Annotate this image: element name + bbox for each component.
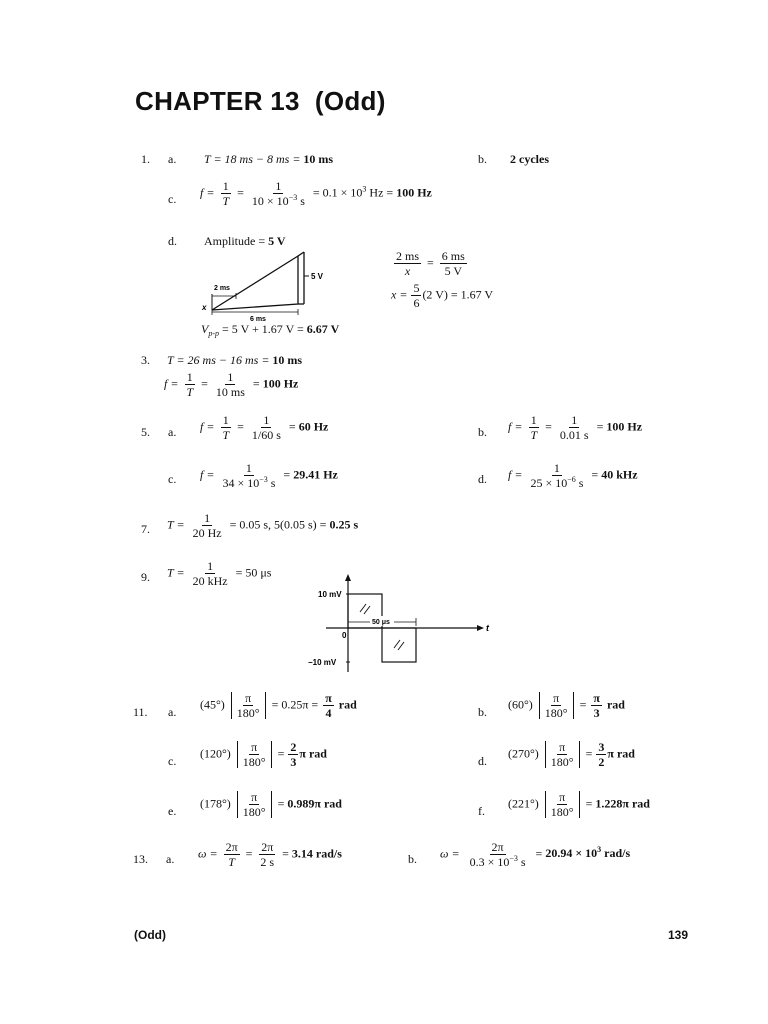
problem-11b-label: b.: [478, 705, 487, 719]
problem-13b-label: b.: [408, 852, 417, 866]
degrees: (60°): [508, 697, 533, 712]
problem-13b-answer: [545, 846, 630, 860]
fraction-2-over-3: [288, 741, 298, 768]
problem-11d-equation: [508, 741, 635, 768]
problem-5b-answer: 100 Hz: [606, 419, 643, 434]
fig-2ms-label: 2 ms: [214, 285, 230, 292]
denominator: 20 kHz: [192, 574, 228, 588]
equals-sign: =: [579, 697, 590, 712]
denominator: 180°: [550, 755, 574, 769]
amplitude-text: Amplitude =: [204, 234, 269, 248]
chapter-title: CHAPTER 13 (Odd): [135, 86, 386, 116]
numerator: 1: [530, 413, 537, 427]
problem-5c-answer: 29.41 Hz: [293, 467, 338, 482]
problem-1c-equation: [200, 180, 432, 207]
denominator: 4: [325, 706, 332, 720]
degrees: (270°): [508, 746, 539, 761]
numerator: 1: [553, 461, 560, 475]
denominator: 1/60 s: [251, 428, 281, 442]
problem-13b-equation: [440, 841, 630, 868]
problem-1a-equation: [204, 152, 333, 166]
denominator: x: [404, 264, 411, 278]
numerator: 6 ms: [441, 249, 465, 263]
denominator-unit: s: [575, 476, 584, 490]
equals-sign: =: [535, 846, 546, 861]
fraction-pi-over-3: [591, 692, 602, 719]
vpp-text: = 5 V + 1.67 V =: [219, 322, 307, 336]
problem-7-equation: [167, 512, 358, 539]
fraction-5-over-6: [411, 282, 421, 309]
fraction-1-over-34e-3: [220, 462, 277, 489]
denominator: [528, 476, 585, 489]
fraction-2pi-over-t: [224, 841, 240, 868]
equals-sign: =: [288, 419, 299, 434]
answer-unit: rad/s: [601, 846, 631, 861]
problem-11f-equation: [508, 791, 650, 818]
numerator: π: [593, 691, 600, 705]
numerator: 1: [222, 179, 229, 193]
problem-11a-answer: rad: [338, 697, 357, 712]
problem-1d-vpp: [201, 322, 339, 336]
problem-9-number: 9.: [141, 570, 150, 584]
fig-neg10mv-label: −10 mV: [308, 658, 337, 667]
bracket-pi-over-180: [545, 791, 580, 818]
denominator: 20 Hz: [192, 526, 222, 540]
denominator-base: 0.3 × 10: [469, 855, 510, 869]
problem-13a-label: a.: [166, 852, 175, 866]
denominator-unit: s: [517, 855, 526, 869]
fraction: [549, 741, 576, 768]
problem-1a-answer: 10 ms: [303, 152, 334, 166]
fraction-1-over-t: [184, 371, 195, 398]
denominator: 10 ms: [215, 385, 245, 399]
problem-7-answer: 0.25 s: [329, 517, 359, 532]
problem-3-number: 3.: [141, 353, 150, 367]
problem-11d-label: d.: [478, 754, 487, 768]
equals-sign: =: [277, 746, 288, 761]
numerator: π: [553, 691, 560, 705]
fraction-2pi-over-0.3e-3: [468, 841, 528, 868]
fig-10mv-label: 10 mV: [318, 590, 342, 599]
problem-11d-answer: π rad: [607, 746, 635, 761]
fig-50us-label: 50 μs: [372, 619, 390, 626]
problem-11-number: 11.: [133, 705, 148, 719]
problem-7-number: 7.: [141, 522, 150, 536]
amplitude-answer: 5 V: [268, 234, 286, 248]
equals-sign: =: [585, 746, 596, 761]
denominator-exponent: −3: [509, 854, 518, 863]
answer-exponent: 3: [597, 845, 602, 855]
problem-13a-equation: [198, 841, 342, 868]
numerator: π: [251, 790, 258, 804]
problem-11b-equation: [508, 692, 625, 719]
problem-11a-equation: [200, 692, 357, 719]
numerator: 1: [245, 461, 252, 475]
numerator: π: [559, 740, 566, 754]
bracket-pi-over-180: [231, 692, 266, 719]
problem-3-frequency: [164, 371, 298, 398]
denominator: 5 V: [444, 264, 463, 278]
numerator: π: [559, 790, 566, 804]
denominator-base: 34 × 10: [222, 476, 260, 490]
numerator: π: [251, 740, 258, 754]
fraction-1-over-10ms: [214, 371, 247, 398]
problem-5c-equation: [200, 462, 338, 489]
fraction-1-over-t: [528, 414, 539, 441]
problem-11c-label: c.: [168, 754, 177, 768]
fraction-2ms-over-x: [394, 250, 421, 277]
fraction: [543, 692, 570, 719]
fraction: [241, 791, 268, 818]
t-equals: T =: [167, 517, 185, 532]
degrees: (178°): [200, 796, 231, 811]
f-equals: f =: [164, 376, 179, 391]
problem-11c-equation: [200, 741, 327, 768]
problem-5d-answer: 40 kHz: [601, 467, 638, 482]
problem-11a-label: a.: [168, 705, 177, 719]
problem-11e-label: e.: [168, 804, 177, 818]
problem-1d-label: d.: [168, 234, 177, 248]
equals-sign: =: [201, 376, 208, 391]
numerator: 1: [186, 370, 193, 384]
denominator: 0.01 s: [559, 428, 589, 442]
degrees: (221°): [508, 796, 539, 811]
denominator: 3: [593, 706, 600, 720]
denominator: 180°: [242, 805, 266, 819]
fraction-1-over-10e-3: [250, 180, 307, 207]
numerator: 5: [413, 281, 420, 295]
denominator: T: [222, 428, 230, 442]
degrees: (120°): [200, 746, 231, 761]
f-equals: f =: [508, 419, 523, 434]
bracket-pi-over-180: [539, 692, 574, 719]
problem-13-number: 13.: [133, 852, 148, 866]
answer-base: 20.94 × 10: [545, 846, 598, 861]
fraction-1-over-20khz: [191, 560, 230, 587]
numerator: 2 ms: [396, 249, 420, 263]
problem-9-text: = 50 μs: [235, 565, 272, 580]
bracket-pi-over-180: [237, 791, 272, 818]
problem-13a-answer: 3.14 rad/s: [291, 846, 342, 861]
fraction: [235, 692, 262, 719]
problem-3-text: T = 26 ms − 16 ms =: [167, 353, 273, 367]
omega-equals: ω =: [198, 846, 218, 861]
sawtooth-waveform-figure: [200, 248, 340, 324]
numerator: 3: [598, 740, 605, 754]
problem-3-period: [167, 353, 302, 367]
fraction-1-over-1-60s: [250, 414, 283, 441]
fraction-1-over-t: [220, 180, 231, 207]
numerator: 1: [204, 511, 211, 525]
numerator: 1: [571, 413, 578, 427]
denominator-unit: s: [297, 194, 305, 208]
denominator: 2: [598, 755, 605, 769]
numerator: 1: [222, 413, 229, 427]
numerator: 2: [290, 740, 297, 754]
f-equals: f =: [508, 467, 523, 482]
equals-sign: =: [237, 185, 244, 200]
fraction-1-over-0.01s: [558, 414, 591, 441]
problem-11c-answer: π rad: [299, 746, 327, 761]
problem-1d-amplitude: [204, 234, 286, 248]
equals-sign: =: [545, 419, 552, 434]
problem-1-number: 1.: [141, 152, 150, 166]
denominator: 180°: [236, 706, 260, 720]
fraction-1-over-t: [220, 414, 231, 441]
problem-5a-equation: [200, 414, 328, 441]
numerator: π: [245, 691, 252, 705]
denominator: 2 s: [260, 855, 275, 869]
omega-equals: ω =: [440, 846, 460, 861]
bracket-pi-over-180: [237, 741, 272, 768]
numerator: 2π: [225, 840, 238, 854]
denominator: 3: [290, 755, 297, 769]
denominator: 180°: [544, 706, 568, 720]
fig-x-label: x: [202, 303, 207, 312]
problem-1a-label: a.: [168, 152, 177, 166]
numerator: 1: [207, 559, 214, 573]
denominator-base: 25 × 10: [530, 476, 568, 490]
denominator-exponent: −3: [259, 475, 268, 484]
equals-sign: =: [277, 796, 288, 811]
problem-5b-label: b.: [478, 425, 487, 439]
problem-1c-exponent: 3: [362, 184, 367, 194]
equals-sign: =: [283, 467, 294, 482]
problem-9-equation: [167, 560, 271, 587]
fraction: [241, 741, 268, 768]
problem-7-text: = 0.05 s, 5(0.05 s) =: [229, 517, 330, 532]
vpp-answer: 6.67 V: [306, 322, 340, 336]
equals-sign: =: [585, 796, 596, 811]
fraction-1-over-25e-6: [528, 462, 585, 489]
denominator: T: [228, 855, 235, 869]
problem-3-answer: 100 Hz: [262, 376, 299, 391]
denominator: [220, 476, 277, 489]
denominator: T: [186, 385, 194, 399]
denominator: T: [530, 428, 538, 442]
numerator: 1: [263, 413, 270, 427]
problem-5a-label: a.: [168, 425, 177, 439]
numerator: 1: [275, 179, 282, 193]
equals-sign: =: [282, 846, 292, 861]
equals-sign: =: [596, 419, 607, 434]
square-wave-figure: [300, 572, 500, 676]
fraction-6ms-over-5v: [440, 250, 467, 277]
problem-11f-label: f.: [478, 804, 485, 818]
problem-1a-text: T = 18 ms − 8 ms =: [204, 152, 304, 166]
fraction-pi-over-4: [323, 692, 334, 719]
fig-5v-label: 5 V: [311, 272, 324, 281]
denominator: T: [222, 194, 230, 208]
fraction-2pi-over-2s: [258, 841, 276, 868]
numerator: π: [325, 691, 332, 705]
problem-5c-label: c.: [168, 472, 177, 486]
footer-left: (Odd): [134, 928, 166, 942]
problem-11b-answer: rad: [606, 697, 625, 712]
problem-3-period-answer: 10 ms: [272, 353, 303, 367]
degrees: (45°): [200, 697, 225, 712]
problem-5d-label: d.: [478, 472, 487, 486]
problem-1c-answer: 100 Hz: [396, 185, 432, 200]
problem-5-number: 5.: [141, 425, 150, 439]
bracket-pi-over-180: [545, 741, 580, 768]
numerator: 1: [227, 370, 234, 384]
problem-1c-result: = 0.1 × 10: [312, 185, 363, 200]
problem-11e-equation: [200, 791, 342, 818]
equals-sign: =: [252, 376, 263, 391]
x-equals: x =: [391, 287, 408, 302]
problem-11f-answer: 1.228π rad: [595, 796, 650, 811]
fig-t-label: t: [486, 623, 489, 633]
f-equals: f =: [200, 467, 215, 482]
vpp-subscript: p-p: [208, 329, 220, 338]
equals-sign: =: [427, 255, 434, 270]
denominator: [468, 855, 528, 868]
fig-0-label: 0: [342, 631, 347, 640]
problem-11a-text: = 0.25π =: [271, 697, 322, 712]
denominator-unit: s: [267, 476, 276, 490]
denominator: [250, 194, 307, 207]
denominator-exponent: −6: [567, 475, 576, 484]
numerator: 2π: [491, 840, 504, 854]
problem-1b-label: b.: [478, 152, 487, 166]
denominator-exponent: −3: [288, 193, 298, 202]
problem-5d-equation: [508, 462, 638, 489]
denominator: 180°: [550, 805, 574, 819]
denominator-base: 10 × 10: [251, 194, 289, 208]
numerator: 2π: [261, 840, 274, 854]
fig-6ms-label: 6 ms: [250, 316, 266, 323]
problem-1b-answer: 2 cycles: [510, 152, 549, 166]
equals-sign: =: [237, 419, 244, 434]
problem-5a-answer: 60 Hz: [298, 419, 329, 434]
vpp-v: V: [201, 322, 209, 336]
fraction-1-over-20hz: [191, 512, 224, 539]
page-number: 139: [668, 928, 689, 942]
equals-sign: =: [591, 467, 602, 482]
problem-11e-answer: 0.989π rad: [287, 796, 342, 811]
problem-1c-unit: Hz =: [366, 185, 397, 200]
problem-5b-equation: [508, 414, 642, 441]
equals-sign: =: [245, 846, 253, 861]
problem-1c-label: c.: [168, 192, 177, 206]
f-equals: f =: [200, 419, 215, 434]
denominator: 180°: [242, 755, 266, 769]
problem-1c-f: f =: [200, 185, 215, 200]
problem-1d-proportion: [391, 250, 470, 277]
fraction-3-over-2: [596, 741, 606, 768]
fraction: [549, 791, 576, 818]
problem-1d-x-solution: [391, 282, 493, 309]
x-result: (2 V) = 1.67 V: [422, 287, 494, 302]
denominator: 6: [413, 296, 420, 310]
t-equals: T =: [167, 565, 185, 580]
